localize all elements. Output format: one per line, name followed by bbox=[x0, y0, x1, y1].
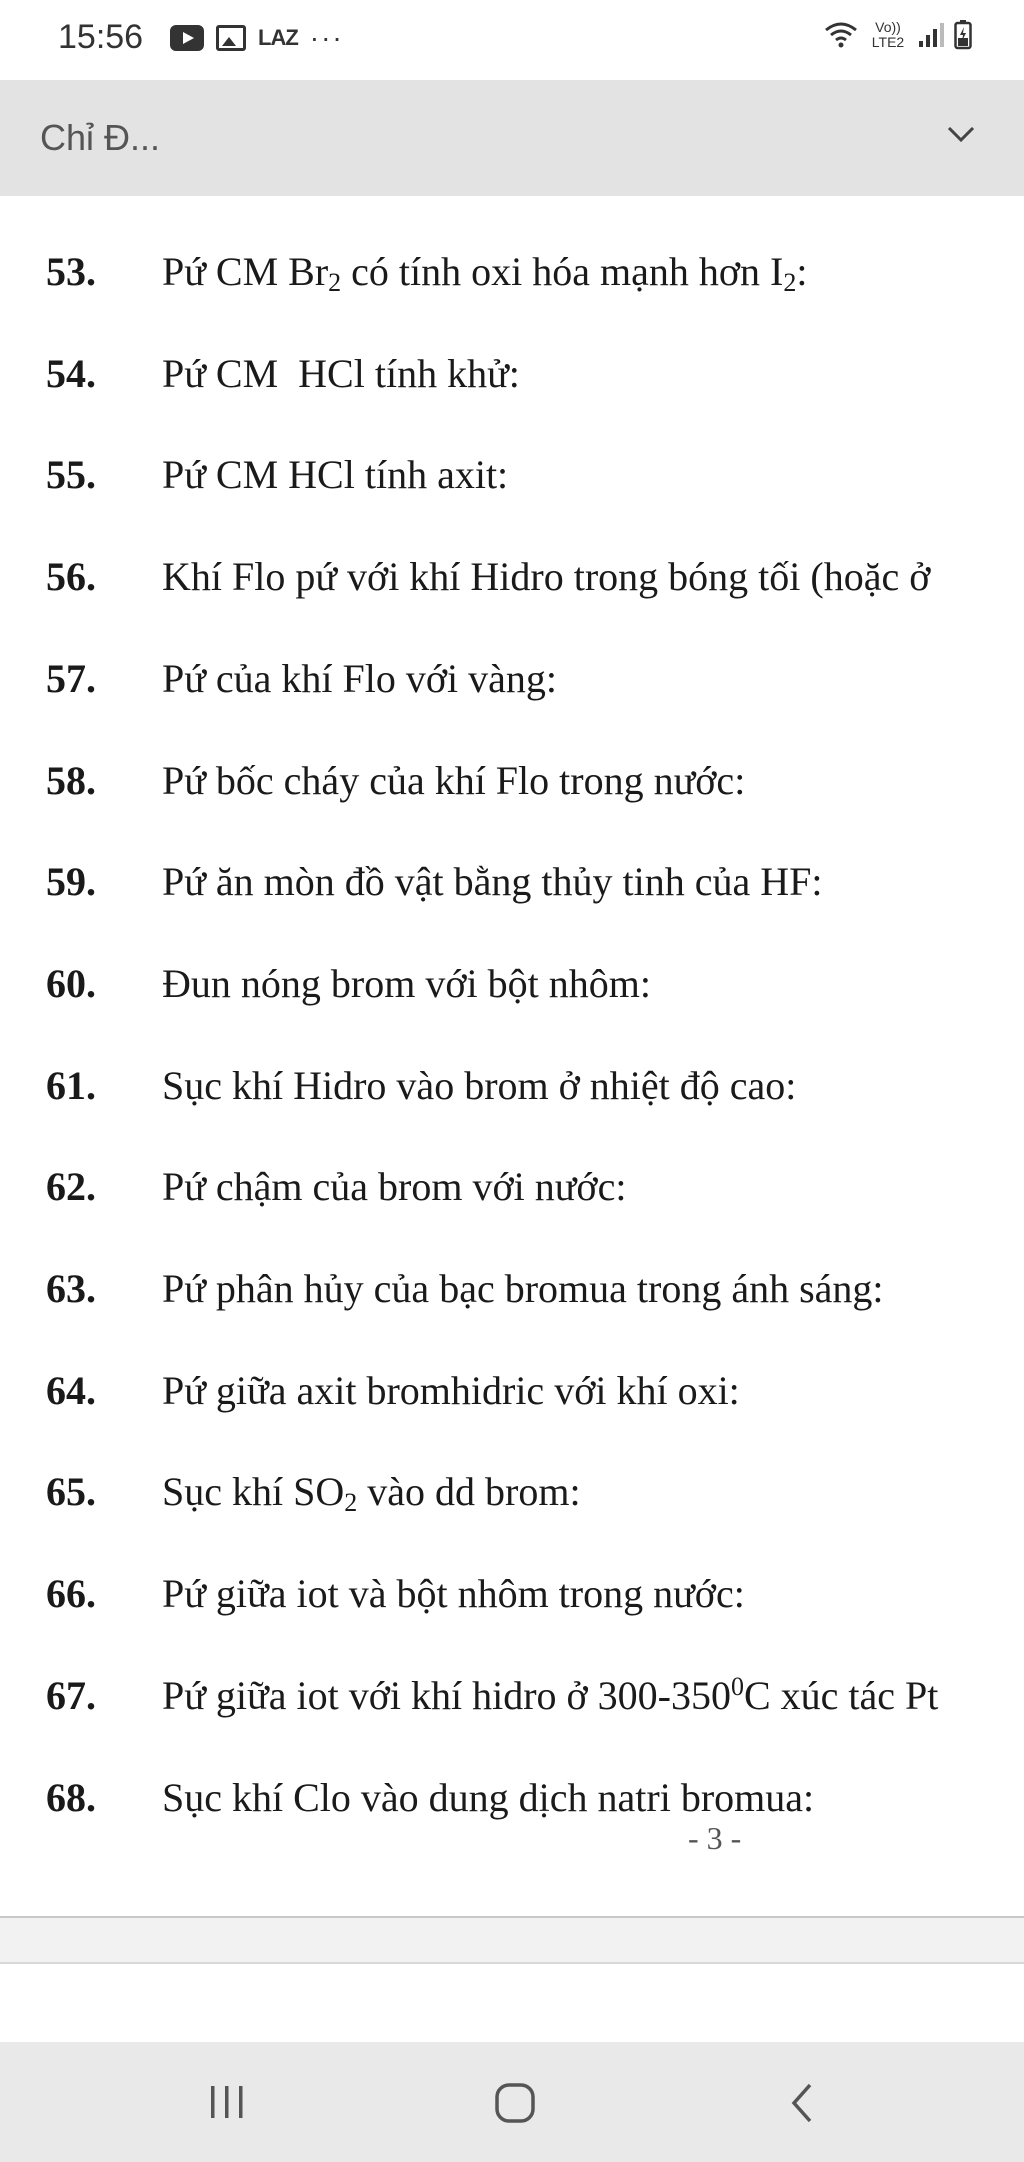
question-row bbox=[0, 1265, 1024, 1325]
question-row bbox=[0, 1367, 1024, 1427]
question-text bbox=[162, 1468, 581, 1518]
gallery-icon bbox=[216, 25, 246, 51]
text-run: Khí Flo pứ với khí Hidro trong bóng tối (hoặc ở bbox=[162, 554, 931, 599]
question-number: 64. bbox=[46, 1368, 96, 1413]
question-number: 57. bbox=[46, 656, 96, 701]
question-number: 58. bbox=[46, 758, 96, 803]
question-number: 53. bbox=[46, 249, 96, 294]
text-run: Pứ bốc cháy của khí Flo trong nước: bbox=[162, 758, 746, 803]
question-row bbox=[0, 1468, 1024, 1528]
question-row bbox=[0, 655, 1024, 715]
subscript: 2 bbox=[344, 1488, 358, 1517]
youtube-icon bbox=[170, 25, 204, 51]
text-run: Sục khí Clo vào dung dịch natri bromua: bbox=[162, 1775, 815, 1820]
question-text bbox=[162, 1570, 745, 1617]
volte-label: Vo)) LTE2 bbox=[871, 19, 905, 50]
question-text bbox=[162, 858, 823, 905]
text-run: Đun nóng brom với bột nhôm: bbox=[162, 961, 651, 1006]
question-text bbox=[162, 655, 557, 702]
text-run: Pứ ăn mòn đồ vật bằng thủy tinh của HF: bbox=[162, 859, 823, 904]
question-text bbox=[162, 1774, 814, 1821]
question-number: 68. bbox=[46, 1775, 96, 1820]
document-page[interactable] bbox=[0, 196, 1024, 1916]
question-number: 59. bbox=[46, 859, 96, 904]
text-run: Pứ phân hủy của bạc bromua trong ánh sáng: bbox=[162, 1266, 884, 1311]
subscript: 2 bbox=[328, 268, 342, 297]
question-row bbox=[0, 1672, 1024, 1732]
question-number: 63. bbox=[46, 1266, 96, 1311]
question-row bbox=[0, 858, 1024, 918]
subscript: 2 bbox=[783, 268, 797, 297]
recent-apps-icon[interactable] bbox=[208, 2084, 248, 2125]
back-icon[interactable] bbox=[786, 2082, 816, 2129]
question-text bbox=[162, 960, 651, 1007]
text-run: Pứ CM HCl tính axit: bbox=[162, 452, 509, 497]
question-row bbox=[0, 1163, 1024, 1223]
battery-icon bbox=[954, 20, 972, 50]
question-number: 60. bbox=[46, 961, 96, 1006]
chevron-down-icon[interactable] bbox=[946, 124, 976, 149]
question-row bbox=[0, 1774, 1024, 1834]
question-number: 62. bbox=[46, 1164, 96, 1209]
question-text bbox=[162, 1672, 938, 1719]
question-row bbox=[0, 350, 1024, 410]
status-time: 15:56 bbox=[58, 18, 144, 56]
text-run: C xúc tác Pt bbox=[743, 1673, 939, 1718]
text-run: có tính oxi hóa mạnh hơn I bbox=[341, 249, 784, 294]
question-text bbox=[162, 1265, 884, 1312]
question-number: 55. bbox=[46, 452, 96, 497]
question-text bbox=[162, 451, 508, 498]
text-run: Pứ CM HCl tính khử: bbox=[162, 351, 520, 396]
text-run: Sục khí Hidro vào brom ở nhiệt độ cao: bbox=[162, 1063, 797, 1108]
home-icon[interactable] bbox=[494, 2082, 536, 2129]
question-text bbox=[162, 757, 745, 804]
signal-icon bbox=[918, 21, 946, 49]
text-run: Pứ CM Br bbox=[162, 249, 329, 294]
next-page-area[interactable] bbox=[0, 1964, 1024, 2042]
question-row bbox=[0, 960, 1024, 1020]
status-bar bbox=[0, 0, 1024, 80]
question-number: 66. bbox=[46, 1571, 96, 1616]
text-run: Sục khí SO bbox=[162, 1469, 345, 1514]
question-text bbox=[162, 553, 930, 600]
text-run: : bbox=[796, 249, 808, 294]
question-row bbox=[0, 1062, 1024, 1122]
notification-icons bbox=[170, 22, 344, 54]
question-row bbox=[0, 1570, 1024, 1630]
question-number: 67. bbox=[46, 1673, 96, 1718]
document-title[interactable]: Chỉ Đ... bbox=[40, 117, 161, 158]
navigation-bar bbox=[0, 2042, 1024, 2162]
question-row bbox=[0, 248, 1024, 308]
text-run: Pứ chậm của brom với nước: bbox=[162, 1164, 627, 1209]
text-run: vào dd brom: bbox=[357, 1469, 581, 1514]
superscript: 0 bbox=[730, 1672, 744, 1701]
text-run: Pứ giữa iot với khí hidro ở 300-350 bbox=[162, 1673, 731, 1718]
question-number: 65. bbox=[46, 1469, 96, 1514]
question-text bbox=[162, 1163, 626, 1210]
text-run: Pứ của khí Flo với vàng: bbox=[162, 656, 558, 701]
question-row bbox=[0, 451, 1024, 511]
text-run: Pứ giữa iot và bột nhôm trong nước: bbox=[162, 1571, 745, 1616]
question-text bbox=[162, 1062, 796, 1109]
question-number: 54. bbox=[46, 351, 96, 396]
question-row bbox=[0, 553, 1024, 613]
document-header bbox=[0, 80, 1024, 196]
page-gap bbox=[0, 1918, 1024, 1962]
question-text bbox=[162, 350, 520, 397]
lazada-notification-label: LAZ bbox=[258, 25, 298, 50]
question-number: 61. bbox=[46, 1063, 96, 1108]
question-row bbox=[0, 757, 1024, 817]
question-text bbox=[162, 1367, 740, 1414]
page-number: - 3 - bbox=[688, 1820, 742, 1856]
question-number: 56. bbox=[46, 554, 96, 599]
more-notifications-icon: ··· bbox=[309, 22, 344, 53]
wifi-icon bbox=[824, 21, 858, 49]
question-text bbox=[162, 248, 807, 298]
system-icons bbox=[824, 20, 972, 50]
text-run: Pứ giữa axit bromhidric với khí oxi: bbox=[162, 1368, 740, 1413]
